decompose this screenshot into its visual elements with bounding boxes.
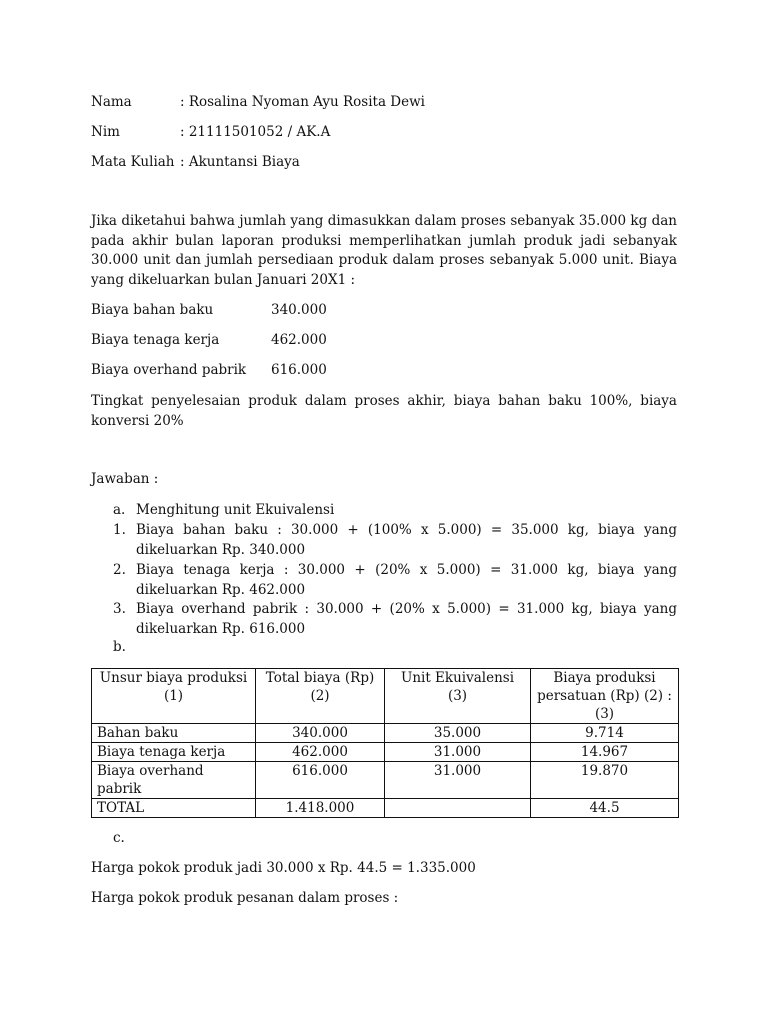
table-header: Unit Ekuivalensi (3) [385, 669, 531, 724]
part-a [113, 501, 677, 521]
step-item [113, 521, 677, 560]
course-value: : Akuntansi Biaya [180, 154, 300, 170]
table-row [92, 743, 679, 762]
part-c-marker: c. [113, 830, 125, 846]
table-cell: 9.714 [531, 724, 679, 743]
table-cell: 19.870 [531, 762, 679, 799]
completion-note: Tingkat penyelesaian produk dalam proses akhir, biaya bahan baku 100%, biaya konversi 20% [91, 393, 677, 429]
table-cell: 340.000 [256, 724, 385, 743]
table-cell: 31.000 [385, 743, 531, 762]
nim-value: : 21111501052 / AK.A [180, 124, 331, 140]
table-row [92, 762, 679, 799]
problem-intro: Jika diketahui bahwa jumlah yang dimasukkan dalam proses sebanyak 35.000 kg dan pada akhir bulan laporan produksi memperlihatkan jumlah produk jadi sebanyak 30.000 unit dan jumlah persediaan produk dalam proses sebanyak 5.000 unit. Biaya yang dikeluarkan bulan Januari 20X1 : [91, 213, 677, 288]
step-marker: 1. [113, 522, 126, 538]
cost-value: 616.000 [271, 362, 327, 378]
step-text: Biaya tenaga kerja : 30.000 + (20% x 5.000) = 31.000 kg, biaya yang dikeluarkan Rp. 462.000 [136, 562, 677, 598]
cost-value: 462.000 [271, 332, 327, 348]
cost-table [91, 668, 679, 818]
table-cell: 31.000 [385, 762, 531, 799]
step-item [113, 561, 677, 600]
cost-label: Biaya bahan baku [91, 302, 214, 318]
table-cell: 1.418.000 [256, 799, 385, 818]
course-label: Mata Kuliah [91, 154, 175, 170]
cost-value: 340.000 [271, 302, 327, 318]
part-a-text: Menghitung unit Ekuivalensi [136, 502, 335, 518]
table-cell: Bahan baku [92, 724, 256, 743]
table-cell: 462.000 [256, 743, 385, 762]
finished-goods-line: Harga pokok produk jadi 30.000 x Rp. 44.5 = 1.335.000 [91, 860, 476, 876]
table-cell: 44.5 [531, 799, 679, 818]
table-header: Total biaya (Rp) (2) [256, 669, 385, 724]
name-value: : Rosalina Nyoman Ayu Rosita Dewi [180, 94, 425, 110]
table-header-row [92, 669, 679, 724]
table-cell: 35.000 [385, 724, 531, 743]
part-b-marker: b. [113, 639, 126, 655]
step-item [113, 600, 677, 639]
table-cell: Biaya overhand pabrik [92, 762, 256, 799]
wip-line: Harga pokok produk pesanan dalam proses : [91, 890, 399, 906]
table-header: Biaya produksi persatuan (Rp) (2) : (3) [531, 669, 679, 724]
table-cell: 14.967 [531, 743, 679, 762]
table-row-total [92, 799, 679, 818]
part-a-marker: a. [113, 502, 126, 518]
name-label: Nama [91, 94, 132, 110]
answer-heading: Jawaban : [91, 471, 159, 487]
cost-label: Biaya tenaga kerja [91, 332, 220, 348]
step-marker: 3. [113, 601, 126, 617]
table-cell: 616.000 [256, 762, 385, 799]
step-text: Biaya overhand pabrik : 30.000 + (20% x 5.000) = 31.000 kg, biaya yang dikeluarkan Rp. 616.000 [136, 601, 677, 637]
step-text: Biaya bahan baku : 30.000 + (100% x 5.000) = 35.000 kg, biaya yang dikeluarkan Rp. 340.000 [136, 522, 677, 558]
table-cell: TOTAL [92, 799, 256, 818]
table-header: Unsur biaya produksi (1) [92, 669, 256, 724]
step-marker: 2. [113, 562, 126, 578]
table-cell: Biaya tenaga kerja [92, 743, 256, 762]
cost-label: Biaya overhand pabrik [91, 362, 247, 378]
table-row [92, 724, 679, 743]
nim-label: Nim [91, 124, 120, 140]
table-cell [385, 799, 531, 818]
